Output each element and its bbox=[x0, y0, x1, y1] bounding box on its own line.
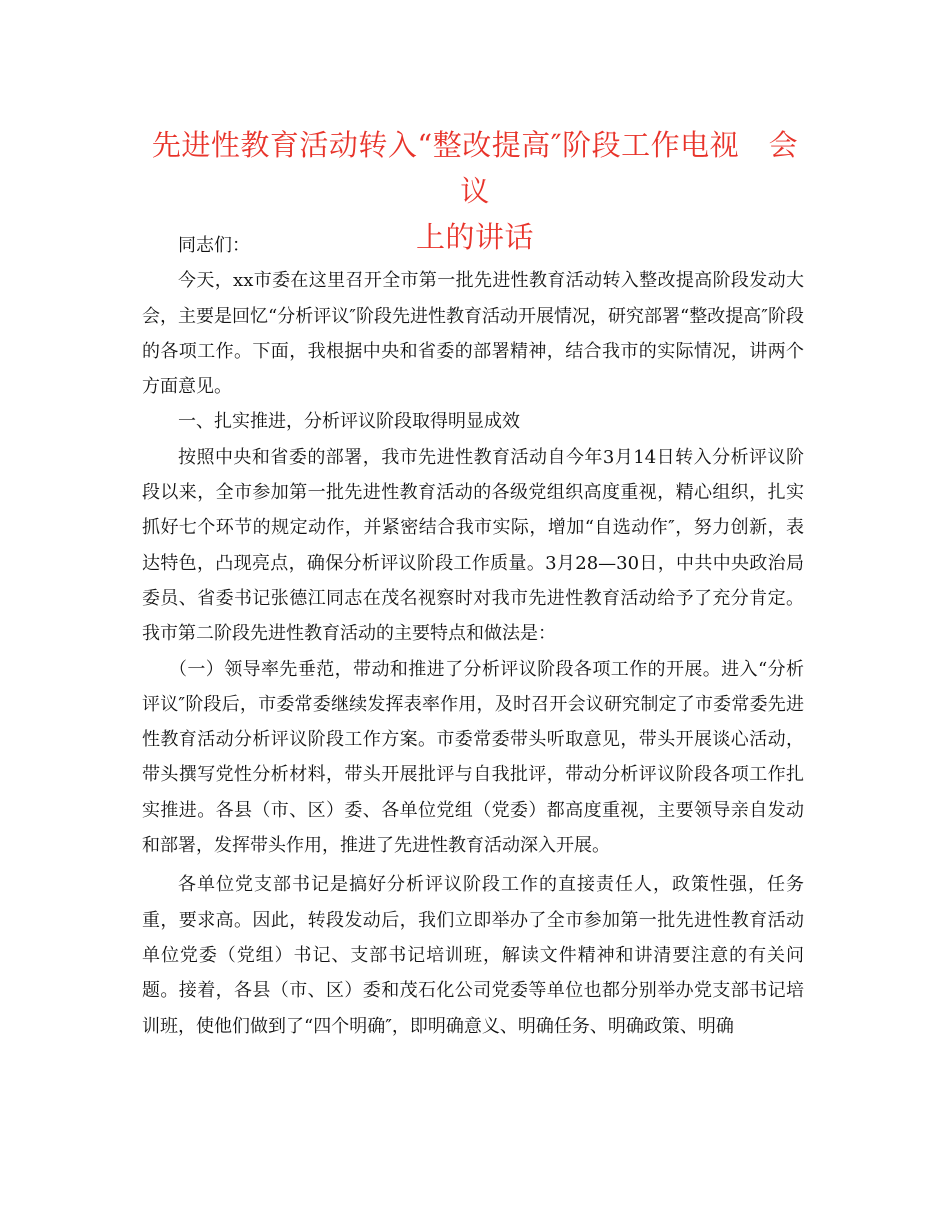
document-body bbox=[142, 228, 804, 1044]
title-line-2: 上的讲话 bbox=[415, 220, 534, 254]
section-heading: 一、扎实推进，分析评议阶段取得明显成效 bbox=[178, 411, 520, 433]
salutation: 同志们： bbox=[178, 235, 250, 256]
title-line-1: 先进性教育活动转入“整改提高″阶段工作电视 会议 bbox=[151, 128, 799, 208]
paragraph: （一）领导率先垂范，带动和推进了分析评议阶段各项工作的开展。进入“分析评议″阶段后，市委常委继续发挥表率作用，及时召开会议研究制定了市委常委先进性教育活动分析评议阶段工作方案。市委常委带头听取意见，带头开展谈心活动，带头撰写党性分析材料，带头开展批评与自我批评，带动分析评议阶段各项工作扎实推进。各县（市、区）委、各单位党组（党委）都高度重视，主要领导亲自发动和部署，发挥带头作用，推进了先进性教育活动深入开展。 bbox=[142, 658, 804, 857]
paragraph: 今天，xx市委在这里召开全市第一批先进性教育活动转入整改提高阶段发动大会，主要是回忆“分析评议″阶段先进性教育活动开展情况，研究部署“整改提高″阶段的各项工作。下面，我根据中央和省委的部署精神，结合我市的实际情况，讲两个方面意见。 bbox=[142, 270, 804, 398]
paragraph: 各单位党支部书记是搞好分析评议阶段工作的直接责任人，政策性强，任务重，要求高。因此，转段发动后，我们立即举办了全市参加第一批先进性教育活动单位党委（党组）书记、支部书记培训班，解读文件精神和讲清要注意的有关问题。接着，各县（市、区）委和茂石化公司党委等单位也都分别举办党支部书记培训班，使他们做到了“四个明确″，即明确意义、明确任务、明确政策、明确 bbox=[142, 874, 804, 1037]
paragraph: 按照中央和省委的部署，我市先进性教育活动自今年3月14日转入分析评议阶段以来，全市参加第一批先进性教育活动的各级党组织高度重视，精心组织，扎实抓好七个环节的规定动作，并紧密结合我市实际，增加“自选动作″，努力创新，表达特色，凸现亮点，确保分析评议阶段工作质量。3月28—30日，中共中央政治局委员、省委书记张德江同志在茂名视察时对我市先进性教育活动给予了充分肯定。我市第二阶段先进性教育活动的主要特点和做法是： bbox=[142, 446, 804, 645]
